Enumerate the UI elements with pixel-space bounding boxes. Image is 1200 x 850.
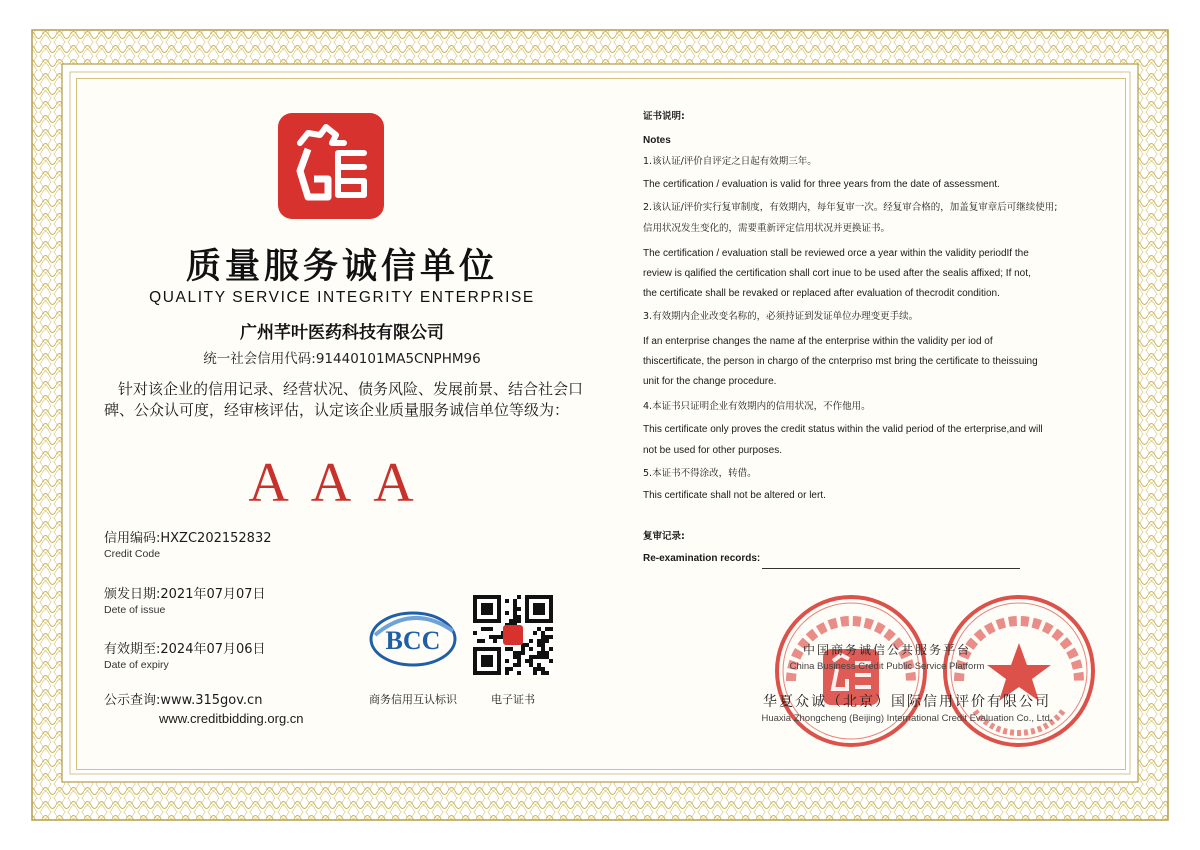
platform-name-en: China Business Credit Public Service Platform xyxy=(789,661,985,672)
notes-heading: 证书说明: xyxy=(643,111,685,122)
note-5-en: This certificate shall not be altered or lert. xyxy=(643,490,826,501)
bcc-text: BCC xyxy=(385,626,441,655)
note-2-en-b: review is qalified the certification shall cort inue to be used after the sealis affixed; If not, xyxy=(643,268,1031,279)
note-5-cn: 5.本证书不得涂改，转借。 xyxy=(643,468,757,479)
note-1-en: The certification / evaluation is valid for three years from the date of assessment. xyxy=(643,179,1000,190)
left-column xyxy=(77,79,607,769)
credit-code-field xyxy=(104,527,271,560)
issue-date-value: 颁发日期:2021年07月07日 xyxy=(104,587,266,602)
reexam-label: Re-examination records: xyxy=(643,553,761,564)
note-2-en-c: the certificate shall be revaked or replaced after evaluation of thecrodit condition. xyxy=(643,288,1000,299)
note-3-en-c: unit for the change procedure. xyxy=(643,376,777,387)
reexam-records xyxy=(643,549,1113,569)
note-3-en-b: thiscertificate, the person in chargo of the cnterpriso mst bring the certificate to theissuing xyxy=(643,356,1038,367)
qr-code-icon[interactable] xyxy=(473,595,553,675)
unified-credit-code: 统一社会信用代码:91440101MA5CNPHM96 xyxy=(203,351,481,367)
certificate-title: 质量服务诚信单位 xyxy=(185,246,498,287)
note-4-en-a: This certificate only proves the credit status within the valid period of the erterprise,and will xyxy=(643,424,1043,435)
assessment-description: 针对该企业的信用记录、经营状况、债务风险、发展前景、结合社会口碑、公众认可度，经审核评估，认定该企业质量服务诚信单位等级为： xyxy=(104,380,584,419)
credit-code-label-en: Credit Code xyxy=(104,548,161,560)
company-name: 广州芊叶医药科技有限公司 xyxy=(240,323,444,343)
note-3-en-a: If an enterprise changes the name af the enterprise within the validity per iod of xyxy=(643,336,993,347)
credit-grade: AAA xyxy=(248,452,436,514)
note-2-cn-b: 信用状况发生变化的，需要重新评定信用状况并更换证书。 xyxy=(643,223,891,234)
note-2-en-a: The certification / evaluation stall be reviewed orce a year within the validity periodIf the xyxy=(643,248,1029,259)
note-2-cn-a: 2.该认证/评价实行复审制度，有效期内，每年复审一次。经复审合格的，加盖复审章后可继续使用; xyxy=(643,202,1058,213)
notes-heading-en: Notes xyxy=(643,135,671,146)
reexam-blank-line xyxy=(762,556,1020,569)
bcc-label: 商务信用互认标识 xyxy=(369,693,457,706)
platform-name: 中国商务诚信公共服务平台 xyxy=(802,643,971,657)
note-1-cn: 1.该认证/评价自评定之日起有效期三年。 xyxy=(643,156,817,167)
certificate-body xyxy=(76,78,1126,770)
note-4-en-b: not be used for other purposes. xyxy=(643,445,782,456)
credit-code-value: 信用编码:HXZC202152832 xyxy=(104,531,272,546)
xin-seal-logo-icon xyxy=(278,113,384,219)
certificate-title-en: QUALITY SERVICE INTEGRITY ENTERPRISE xyxy=(149,289,535,306)
note-4-cn: 4.本证书只证明企业有效期内的信用状况，不作他用。 xyxy=(643,401,871,412)
issuing-organization: 华夏众诚（北京）国际信用评价有限公司 xyxy=(763,694,1051,710)
issuing-organization-en: Huaxia Zhongcheng (Beijing) International Credit Evaluation Co., Ltd. xyxy=(761,713,1053,724)
issue-date-label-en: Dete of issue xyxy=(104,604,166,616)
expiry-date-value: 有效期至:2024年07月06日 xyxy=(104,642,266,657)
bcc-logo-icon xyxy=(367,607,459,671)
qr-label: 电子证书 xyxy=(491,693,535,706)
reexam-heading: 复审记录: xyxy=(643,531,685,542)
query-url-secondary: www.creditbidding.org.cn xyxy=(159,711,304,726)
expiry-date-label-en: Date of expiry xyxy=(104,659,169,671)
note-3-cn: 3.有效期内企业改变名称的，必须持证到发证单位办理变更手续。 xyxy=(643,311,919,322)
right-column xyxy=(643,79,1113,769)
query-url: 公示查询:www.315gov.cn xyxy=(104,693,263,708)
expiry-date-field xyxy=(104,638,266,671)
public-query-field xyxy=(104,689,262,708)
issue-date-field xyxy=(104,583,266,616)
